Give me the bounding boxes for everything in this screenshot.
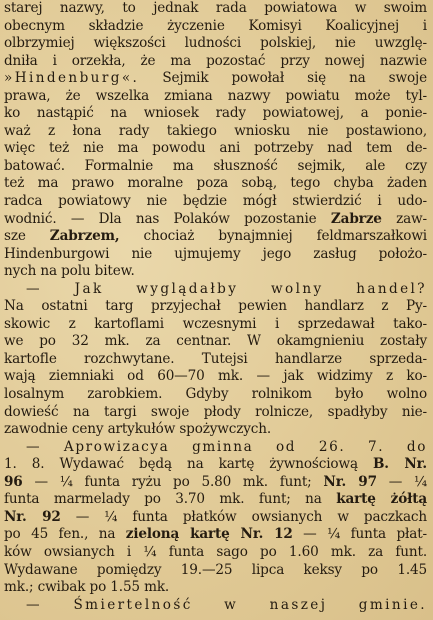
bold-text: zieloną kartę Nr. 12: [125, 526, 293, 543]
text-line: [4, 368, 427, 386]
text-line: [4, 456, 427, 474]
text-line: [4, 105, 427, 123]
bold-text: 96: [4, 473, 23, 490]
text-line: [4, 526, 427, 544]
text-line: [4, 193, 427, 211]
text-segment: »Hindenburg«.: [4, 70, 140, 87]
text-segment: zaw-: [381, 210, 427, 227]
text-segment: chociaż bynajmniej feldmarszałkowi: [119, 228, 428, 245]
text-line: [4, 509, 427, 527]
text-line: [4, 404, 427, 422]
text-segment: losalnym zarobkiem. Gdyby rolnikom było wolno: [4, 386, 427, 403]
text-line: [4, 18, 427, 36]
text-segment: mk.; cwibak po 1.55 mk.: [4, 579, 170, 596]
text-line: [4, 439, 427, 457]
text-line: [4, 597, 427, 615]
text-line: [4, 158, 427, 176]
text-segment: obecnym składzie życzenie Komisyi Koalicyjnej i: [4, 17, 427, 34]
bold-text: kartę żółtą: [336, 491, 427, 508]
text-segment: po 45 fen., na: [4, 526, 126, 543]
text-line: [4, 263, 427, 281]
bold-text: Nr. 97: [323, 473, 377, 490]
text-line: [4, 562, 427, 580]
text-segment: funta marmelady po 3.70 mk. funt; na: [4, 491, 337, 508]
text-segment: wają ziemniaki od 60—70 mk. — jak widzimy z ko-: [4, 368, 427, 385]
text-segment: wodnić. — Dla nas Polaków pozostanie: [4, 210, 331, 227]
text-segment: Hindenburgowi nie ujmujemy jego zasług położo-: [4, 245, 427, 262]
text-segment: olbrzymiej większości ludności polskiej, nie uwzglę-: [4, 35, 427, 52]
text-segment: więc też nie ma powodu ani potrzeby nad tem de-: [4, 140, 427, 157]
text-segment: we po 32 mk. za centnar. W okamgnieniu zostały: [4, 333, 427, 350]
text-line: [4, 140, 427, 158]
text-line: [4, 386, 427, 404]
bold-text: Zabrzem,: [49, 228, 120, 245]
text-segment: — ¼: [376, 473, 428, 490]
text-segment: — Śmiertelność w naszej gminie.: [26, 596, 427, 613]
text-line: [4, 228, 427, 246]
text-line: [4, 491, 427, 509]
text-segment: 1. 8. Wydawać będą na kartę żywnościową: [4, 456, 373, 473]
text-segment: radca powiatowy nie będzie mógł stwierdzić i udo-: [4, 193, 427, 210]
bold-text: Zabrze: [330, 210, 382, 227]
bold-text: B. Nr.: [372, 456, 427, 473]
text-segment: dniła i orzekła, że ma pozostać przy nowej nazwie: [4, 52, 427, 69]
text-line: [4, 421, 427, 439]
text-segment: też ma prawo moralne poza sobą, tego chyba żaden: [4, 175, 427, 192]
text-segment: nych na polu bitew.: [4, 263, 135, 280]
text-line: [4, 298, 427, 316]
text-line: [4, 351, 427, 369]
text-line: [4, 333, 427, 351]
text-segment: dowieść na targi swoje płody rolnicze, spadłyby nie-: [4, 403, 427, 420]
bold-text: Nr. 92: [4, 508, 61, 525]
text-line: [4, 579, 427, 597]
text-segment: kartofle rozchwytane. Tutejsi handlarze sprzeda-: [4, 350, 427, 367]
text-line: [4, 123, 427, 141]
text-segment: — ¼ funta ryżu po 5.80 mk. funt;: [22, 473, 324, 490]
text-line: [4, 175, 427, 193]
text-line: [4, 88, 427, 106]
text-line: [4, 281, 427, 299]
text-segment: — Aprowizacya gminna od 26. 7. do: [26, 438, 427, 455]
text-segment: — ¼ funta płat-: [292, 526, 427, 543]
text-line: [4, 474, 427, 492]
text-line: [4, 0, 427, 18]
text-segment: Na ostatni targ przyjechał pewien handlarz z Py-: [4, 298, 427, 315]
text-segment: sze: [4, 228, 50, 245]
text-line: [4, 70, 427, 88]
text-segment: waż z łona rady takiego wniosku nie postawiono,: [4, 122, 427, 139]
text-segment: prawa, że wszelka zmiana nazwy powiatu może tyl-: [4, 87, 427, 104]
text-line: [4, 35, 427, 53]
text-line: [4, 246, 427, 264]
text-line: [4, 211, 427, 229]
text-line: [4, 544, 427, 562]
text-line: [4, 316, 427, 334]
text-segment: starej nazwy, to jednak rada powiatowa w swoim: [4, 0, 427, 16]
text-segment: zawodnie ceny artykułów spożywczych.: [4, 421, 272, 438]
text-segment: batować. Formalnie ma słuszność sejmik, ale czy: [4, 157, 427, 174]
text-segment: ków owsianych i ¼ funta sago po 1.60 mk. za funt.: [4, 543, 427, 560]
text-segment: ko nastąpić na wniosek rady powiatowej, a ponie-: [4, 105, 427, 122]
text-segment: Sejmik powołał się na swoje: [139, 70, 427, 87]
text-segment: — ¼ funta płatków owsianych w paczkach: [60, 508, 427, 525]
text-segment: — Jak wyglądałby wolny handel?: [26, 280, 427, 297]
text-line: [4, 53, 427, 71]
text-segment: skowic z kartoflami wczesnymi i sprzedawał tako-: [4, 315, 427, 332]
text-segment: Wydawane pomiędzy 19.—25 lipca keksy po 1.45: [4, 561, 427, 578]
